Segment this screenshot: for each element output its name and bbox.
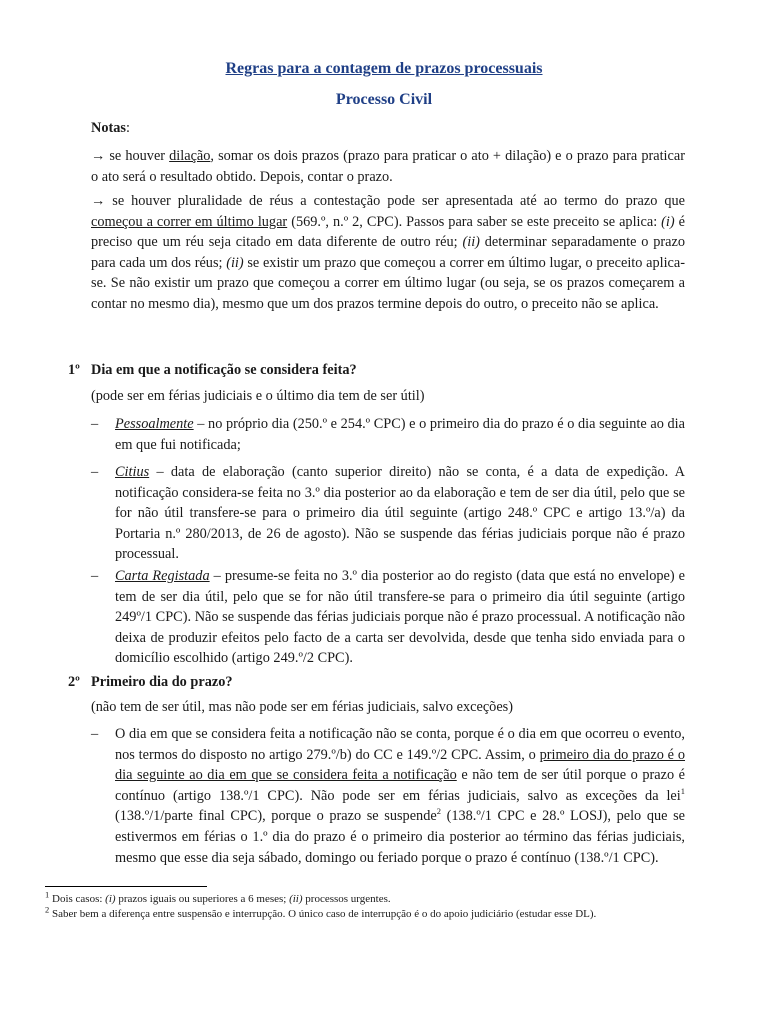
arrow-icon: → [91,148,106,164]
notas-label: Notas: [91,120,130,136]
footnote-ref-2: 2 [436,806,441,817]
nota-dilacao: → se houver dilação, somar os dois prazos (prazo para praticar o ato + dilação) e o prazo para praticar o ato será o resultado obtido. Depois, contar o prazo. [91,148,685,185]
section-1-number: 1º [68,362,80,378]
document-subtitle: Processo Civil [335,91,433,108]
list-dash: – [91,568,99,584]
list-dash: – [91,464,99,480]
list-item-citius: Citius – data de elaboração (canto superior direito) não se conta, é a data de expedição. A notificação considera-se feita no 3.º dia posterior ao da elaboração e tem de ser dia útil, pelo que se for não útil transfere-se para o primeiro dia útil seguinte (artigo 248.º CPC e artigo 13.º/a) da Portaria n.º 280/2013, de 26 de agosto). Não se suspende das férias judiciais porque não é prazo processual. [115,464,685,563]
arrow-icon: → [91,193,106,209]
list-item-pessoalmente: Pessoalmente – no próprio dia (250.º e 254.º CPC) e o primeiro dia do prazo é o dia seguinte ao dia em que fui notificada; [115,416,685,453]
section-2-note: (não tem de ser útil, mas não pode ser em férias judiciais, salvo exceções) [91,699,514,715]
footnote-ref-1: 1 [680,786,685,797]
document-title: Regras para a contagem de prazos processuais [225,60,543,77]
footnote-1: $^1$ Dois casos: (i) prazos iguais ou superiores a 6 meses; (ii) processos urgentes. [45,889,391,905]
list-dash: – [91,726,99,742]
section-2-heading: Primeiro dia do prazo? [91,674,233,690]
section-1-note: (pode ser em férias judiciais e o último dia tem de ser útil) [91,388,425,404]
section-2-number: 2º [68,674,80,690]
list-item-carta-registada: Carta Registada – presume-se feita no 3.º dia posterior ao do registo (data que está no envelope) e tem de ser dia útil, pelo que se for não útil transfere-se para o primeiro dia útil seguinte (artigo 249º/1 CPC). Não se suspende das férias judiciais porque não é prazo processual. A notificação não deixa de produzir efeitos pelo facto de a carta ser devolvida, desde que tenha sido enviada para o domicílio escolhido (artigo 249.º/2 CPC). [115,568,685,667]
list-item-primeiro-dia: O dia em que se considera feita a notificação não se conta, porque é o dia em que ocorreu o evento, nos termos do disposto no artigo 279.º/b) do CC e 149.º/2 CPC. Assim, o primeiro dia do prazo é o dia seguinte ao dia em que se considera feita a notificação e não tem de ser útil porque o prazo é contínuo (artigo 138.º/1 CPC). Não pode ser em férias judiciais, salvo as exceções da lei$^1$ (138.º/1/parte final CPC), porque o prazo se suspende$^2$ (138.º/1 CPC e 28.º LOSJ), pelo que se estivermos em férias o 1.º dia do prazo é o primeiro dia posterior ao término das férias judiciais, mesmo que esse dia seja sábado, domingo ou feriado porque o prazo é contínuo (138.º/1 CPC). [115,726,686,866]
footnote-separator [45,886,207,887]
footnote-2: $^2$ Saber bem a diferença entre suspensão e interrupção. O único caso de interrupção é o do apoio judiciário (estudar esse DL). [45,904,597,920]
list-dash: – [91,416,99,432]
section-1-heading: Dia em que a notificação se considera feita? [91,362,357,378]
nota-pluralidade-reus: → se houver pluralidade de réus a contestação pode ser apresentada até ao termo do prazo que começou a correr em último lugar (569.º, n.º 2, CPC). Passos para saber se este preceito se aplica: (i) é preciso que um réu seja citado em data diferente de outro réu; (ii) determinar separadamente o prazo para cada um dos réus; (ii) se existir um prazo que começou a correr em último lugar, o preceito aplica-se. Se não existir um prazo que começou a correr em último lugar (ou seja, se os prazos começarem a contar no mesmo dia), mesmo que um dos prazos termine depois do outro, o preceito não se aplica. [91,193,686,312]
